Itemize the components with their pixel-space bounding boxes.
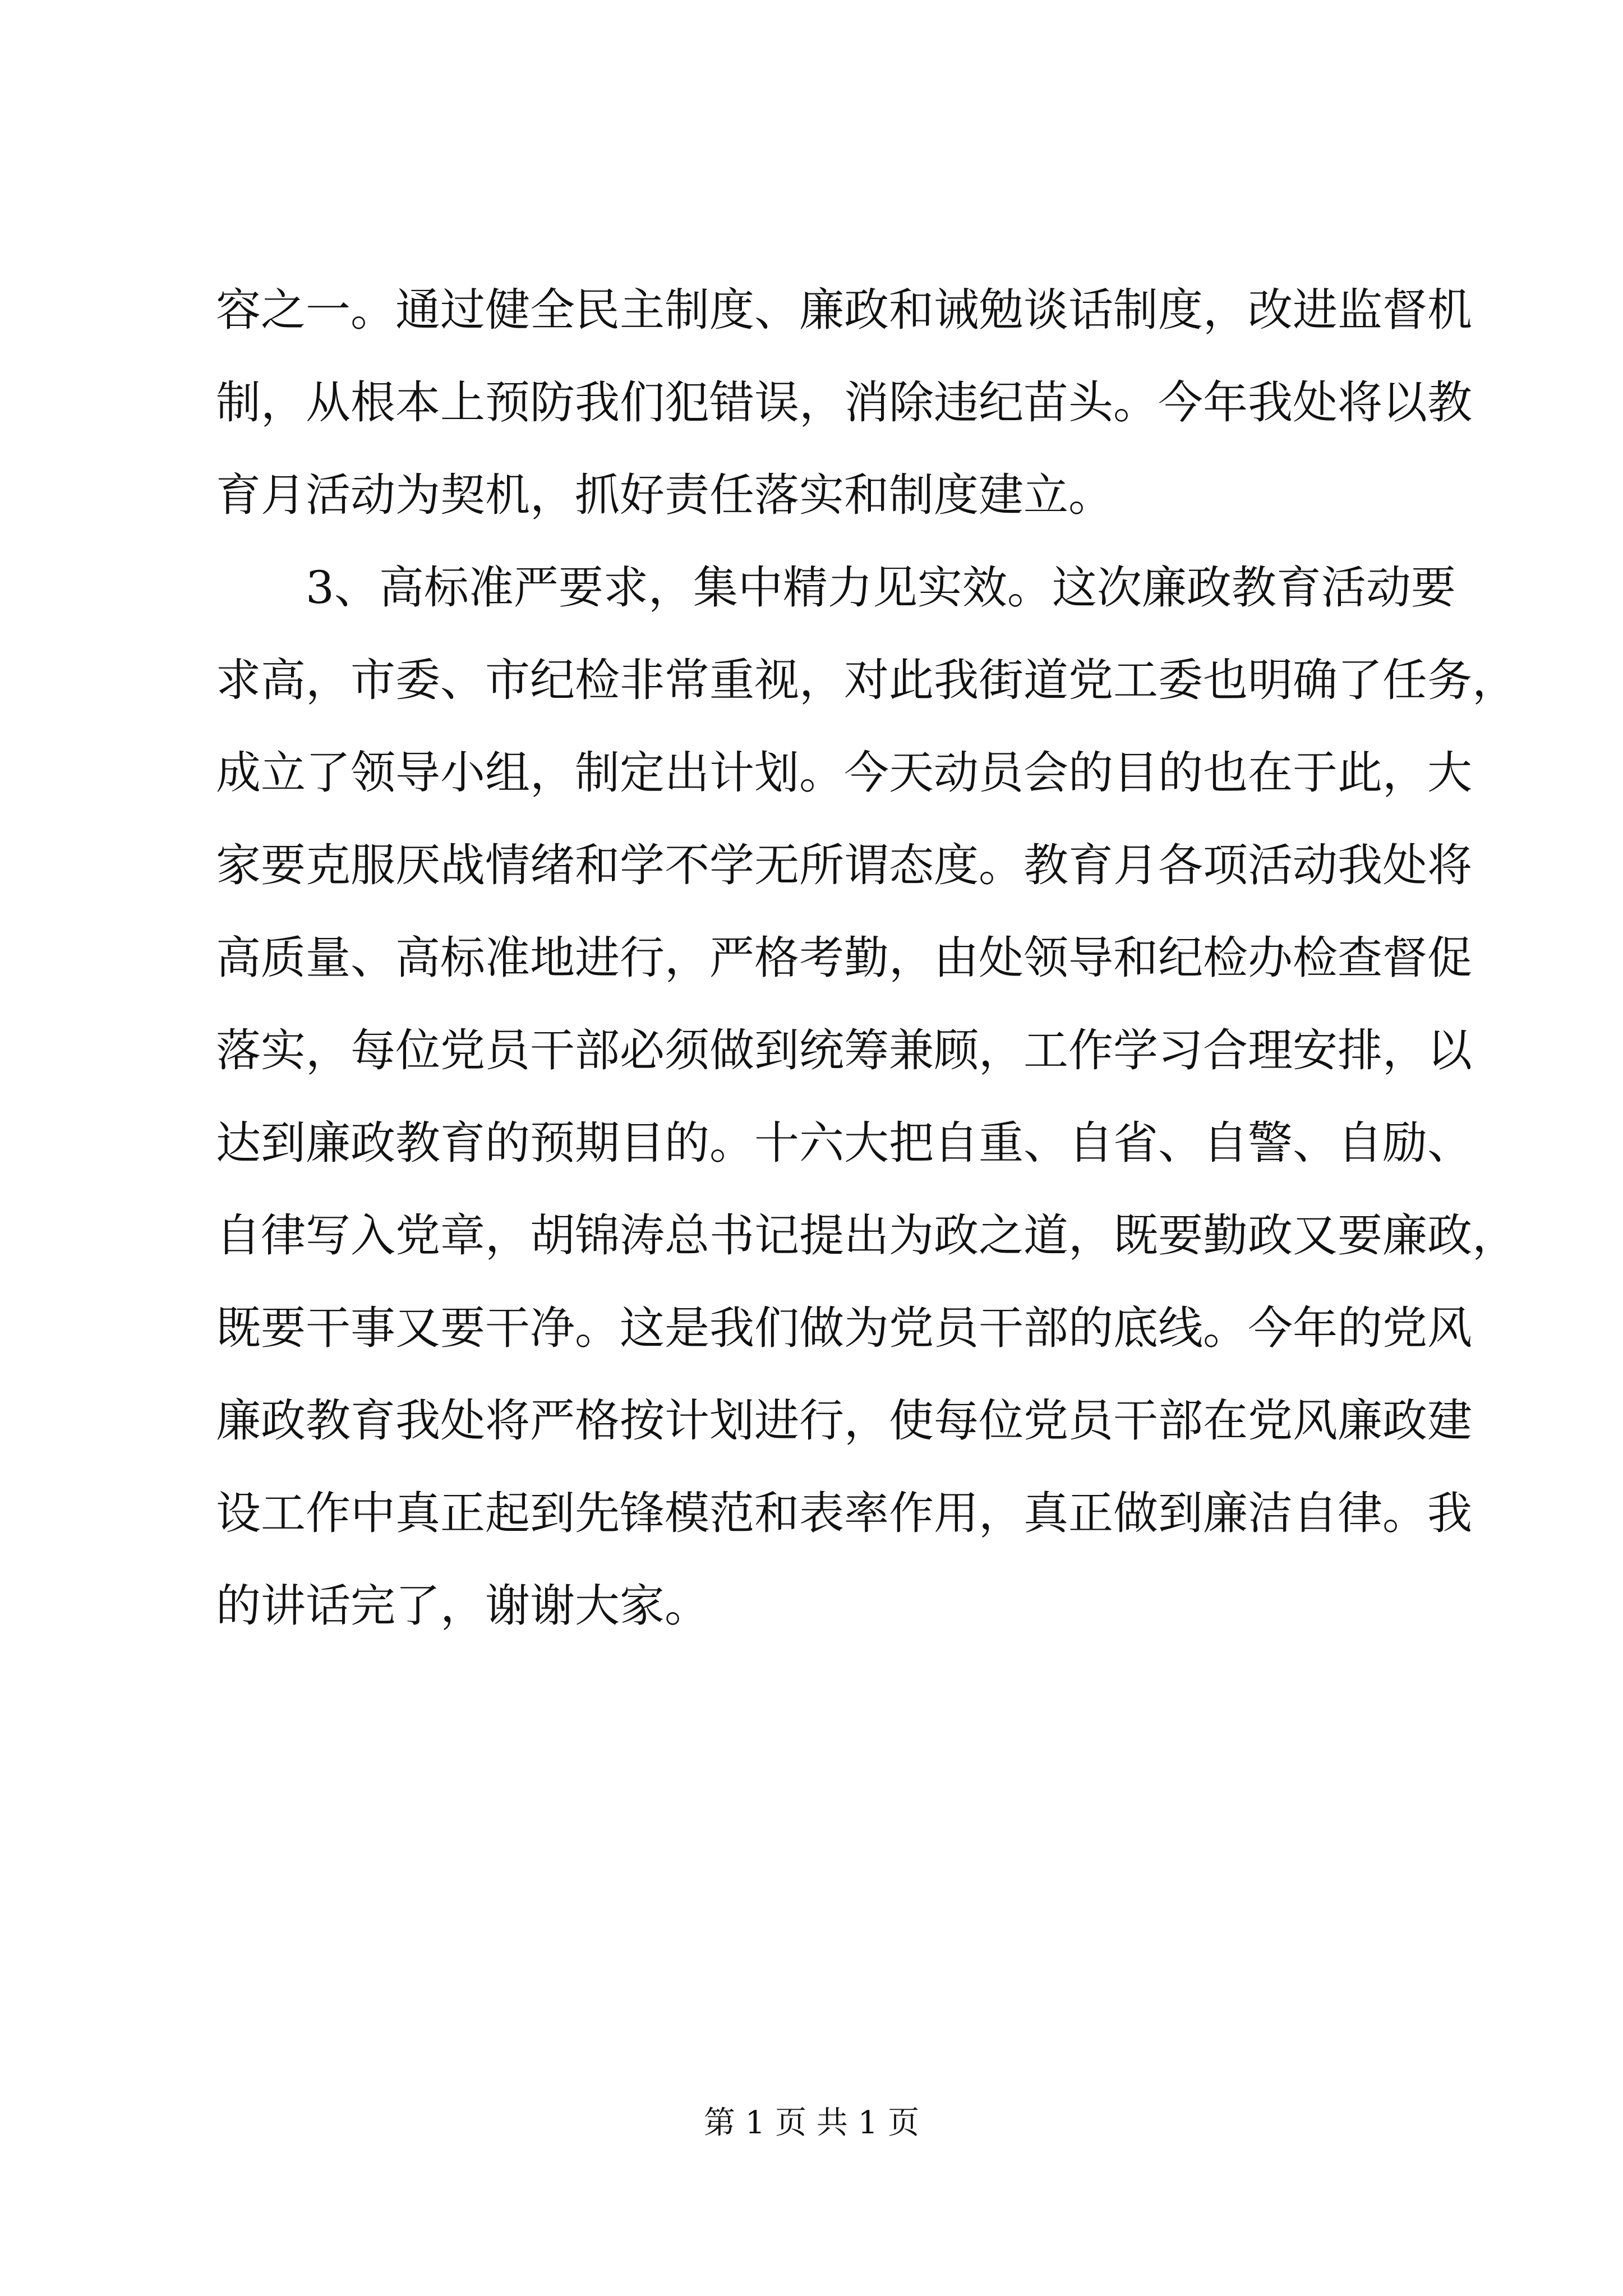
- text-line: 落实，每位党员干部必须做到统筹兼顾，工作学习合理安排，以: [216, 1024, 1472, 1076]
- text-line: 廉政教育我处将严格按计划进行，使每位党员干部在党风廉政建: [216, 1395, 1472, 1447]
- text-line: 既要干事又要干净。这是我们做为党员干部的底线。今年的党风: [216, 1302, 1472, 1354]
- text-line: 达到廉政教育的预期目的。十六大把自重、自省、自警、自励、: [216, 1117, 1472, 1169]
- paragraph-first-line: 3、高标准严要求，集中精力见实效。这次廉政教育活动要: [306, 562, 1456, 614]
- text-line: 制，从根本上预防我们犯错误，消除违纪苗头。今年我处将以教: [216, 376, 1472, 429]
- text-line: 高质量、高标准地进行，严格考勤，由处领导和纪检办检查督促: [216, 932, 1472, 984]
- text-line: 成立了领导小组，制定出计划。今天动员会的目的也在于此，大: [216, 747, 1472, 799]
- page-number-footer: 第 1 页 共 1 页: [703, 2105, 920, 2141]
- text-line: 的讲话完了，谢谢大家。: [216, 1580, 709, 1632]
- text-line: 自律写入党章，胡锦涛总书记提出为政之道，既要勤政又要廉政，: [216, 1209, 1517, 1262]
- text-line: 容之一。通过健全民主制度、廉政和诫勉谈话制度，改进监督机: [216, 284, 1472, 336]
- text-line: 家要克服厌战情绪和学不学无所谓态度。教育月各项活动我处将: [216, 839, 1472, 891]
- text-line: 求高，市委、市纪检非常重视，对此我街道党工委也明确了任务，: [216, 654, 1517, 706]
- document-body: [216, 264, 1517, 1652]
- text-line: 设工作中真正起到先锋模范和表率作用，真正做到廉洁自律。我: [216, 1487, 1472, 1539]
- text-line: 育月活动为契机，抓好责任落实和制度建立。: [216, 469, 1113, 521]
